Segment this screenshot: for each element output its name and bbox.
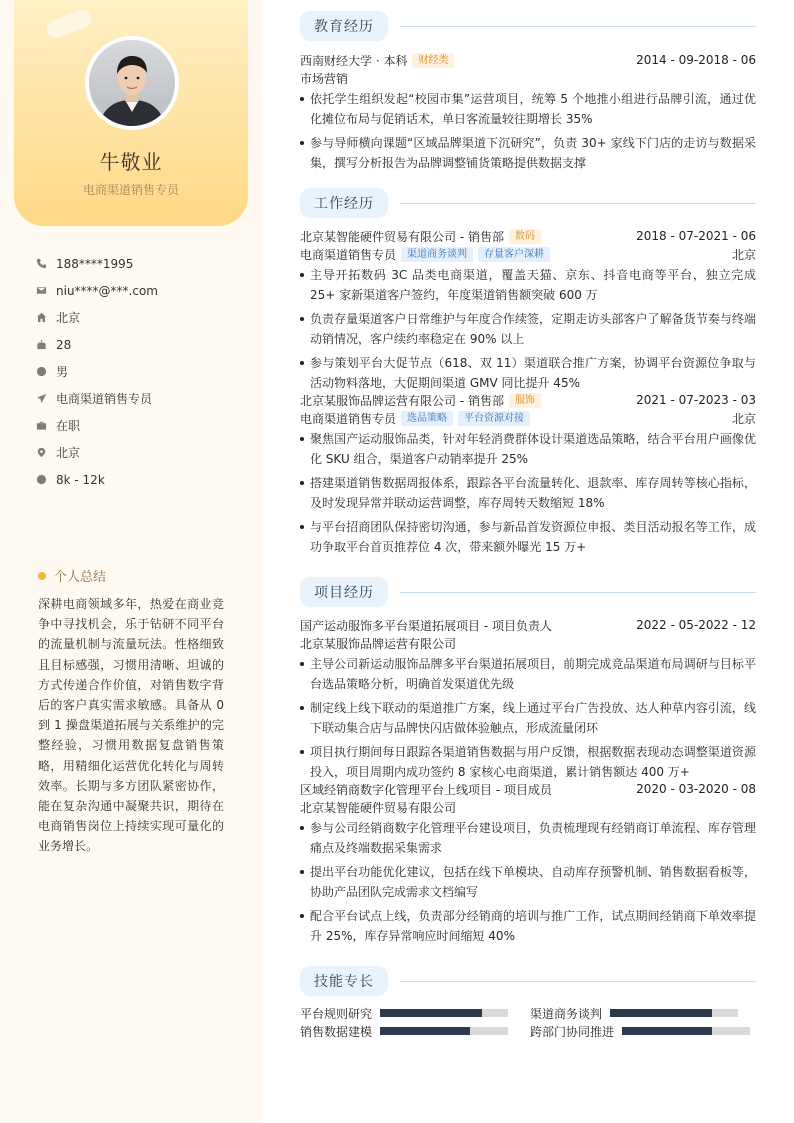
- decorative-pill: [44, 8, 93, 41]
- education-major-row: [300, 69, 756, 87]
- skill-bar-fill: [380, 1027, 470, 1035]
- projects-title: 项目经历: [300, 577, 388, 607]
- job-1-skill-tag: 存量客户深耕: [478, 247, 550, 262]
- send-icon: [36, 392, 56, 406]
- list-item: 搭建渠道销售数据周报体系，跟踪各平台流量转化、退款率、库存周转等核心指标，及时发现异常并联动运营调整，库存周转天数缩短 18%: [300, 473, 756, 513]
- info-email: [36, 277, 246, 304]
- skill-bar-fill: [610, 1009, 712, 1017]
- job-2-company: 北京某服饰品牌运营有限公司 - 销售部: [300, 393, 504, 408]
- skills-grid: [300, 1004, 756, 1040]
- job-1-industry-tag: 数码: [509, 229, 541, 244]
- info-status-text: 在职: [56, 419, 81, 433]
- avatar: [85, 36, 179, 130]
- info-target-position: [36, 385, 246, 412]
- list-item: 负责存量渠道客户日常维护与年度合作续签，定期走访头部客户了解备货节奏与终端动销情况，客户续约率稳定在 90% 以上: [300, 309, 756, 349]
- list-item: 项目执行期间每日跟踪各渠道销售数据与用户反馈，根据数据表现动态调整渠道资源投入，项目周期内成功签约 8 家核心电商渠道，累计销售额达 400 万+: [300, 742, 756, 782]
- info-email-text: niu****@***.com: [56, 283, 158, 298]
- skill-name: 销售数据建模: [300, 1024, 373, 1039]
- avatar-photo: [89, 40, 175, 126]
- section-divider: [400, 592, 756, 593]
- projects-section: [300, 577, 756, 950]
- info-target-city-text: 北京: [56, 446, 81, 460]
- list-item: 参与策划平台大促节点（618、双 11）渠道联合推广方案，协调平台资源位争取与活动物料落地，大促期间渠道 GMV 同比提升 45%: [300, 353, 756, 393]
- skill-bar-fill: [622, 1027, 712, 1035]
- list-item: 配合平台试点上线，负责部分经销商的培训与推广工作，试点期间经销商下单效率提升 25%，库存异常响应时间缩短 40%: [300, 906, 756, 946]
- job-2-bullets: [300, 429, 756, 557]
- job-2-period: 2021 - 07-2023 - 03: [636, 393, 756, 407]
- skill-item: [530, 1022, 756, 1040]
- sidebar: [0, 0, 262, 1123]
- info-age-text: 28: [56, 337, 72, 352]
- project-1-name: 国产运动服饰多平台渠道拓展项目 - 项目负责人: [300, 618, 552, 633]
- job-2-city: 北京: [731, 411, 756, 426]
- info-salary-text: 8k - 12k: [56, 472, 105, 487]
- work-title: 工作经历: [300, 188, 388, 218]
- skill-item: [530, 1004, 756, 1022]
- info-target-city: [36, 439, 246, 466]
- skill-name: 平台规则研究: [300, 1006, 373, 1021]
- project-2-company-row: [300, 798, 756, 816]
- education-tag: 财经类: [412, 53, 454, 68]
- work-section: [300, 188, 756, 561]
- project-2-company: 北京某智能硬件贸易有限公司: [300, 800, 457, 815]
- job-2-role: 电商渠道销售专员: [300, 411, 397, 426]
- list-item: 主导开拓数码 3C 品类电商渠道，覆盖天猫、京东、抖音电商等平台，独立完成 25+ 家新渠道客户签约，年度渠道销售额突破 600 万: [300, 265, 756, 305]
- project-1-company: 北京某服饰品牌运营有限公司: [300, 636, 457, 651]
- list-item: 制定线上线下联动的渠道推广方案，线上通过平台广告投放、达人种草内容引流，线下联动集合店与品牌快闪店做体验触点，形成流量闭环: [300, 698, 756, 738]
- job-1-role-row: [300, 245, 756, 263]
- skill-name: 跨部门协同推进: [530, 1024, 615, 1039]
- education-row: [300, 51, 756, 69]
- summary-heading: [38, 566, 106, 585]
- skill-name: 渠道商务谈判: [530, 1006, 603, 1021]
- job-1-city: 北京: [731, 247, 756, 262]
- education-period: 2014 - 09-2018 - 06: [636, 53, 756, 67]
- list-item: 依托学生组织发起“校园市集”运营项目，统筹 5 个地推小组进行品牌引流，通过优化摊位布局与促销话术，单日客流量较往期增长 35%: [300, 89, 756, 129]
- job-2-row: [300, 391, 756, 409]
- education-major: 市场营销: [300, 71, 349, 86]
- job-1-period: 2018 - 07-2021 - 06: [636, 229, 756, 243]
- skill-item: [300, 1022, 530, 1040]
- contact-info-list: [36, 250, 246, 493]
- info-target-position-text: 电商渠道销售专员: [56, 392, 153, 406]
- location-pin-icon: [36, 446, 56, 460]
- project-1-company-row: [300, 634, 756, 652]
- work-header: [300, 188, 756, 218]
- skills-section: [300, 966, 756, 1040]
- skill-bar-fill: [380, 1009, 482, 1017]
- summary-title: 个人总结: [54, 570, 107, 585]
- list-item: 与平台招商团队保持密切沟通，参与新品首发资源位申报、类目活动报名等工作，成功争取平台首页推荐位 4 次，带来额外曝光 15 万+: [300, 517, 756, 557]
- skill-item: [300, 1004, 530, 1022]
- section-divider: [400, 981, 756, 982]
- list-item: 参与导师横向课题“区域品牌渠道下沉研究”，负责 30+ 家线下门店的走访与数据采集，撰写分析报告为品牌调整铺货策略提供数据支撑: [300, 133, 756, 173]
- section-divider: [400, 26, 756, 27]
- skill-bar: [380, 1009, 508, 1017]
- cake-icon: [36, 338, 56, 352]
- list-item: 参与公司经销商数字化管理平台建设项目，负责梳理现有经销商订单流程、库存管理痛点及终端数据采集需求: [300, 818, 756, 858]
- project-2-name: 区域经销商数字化管理平台上线项目 - 项目成员: [300, 782, 552, 797]
- phone-icon: [36, 257, 56, 271]
- mail-icon: [36, 284, 56, 298]
- home-icon: [36, 311, 56, 325]
- education-title: 教育经历: [300, 11, 388, 41]
- summary-text: 深耕电商领域多年，热爱在商业竞争中寻找机会，乐于钻研不同平台的流量机制与流量玩法。性格细致且目标感强，习惯用清晰、坦诚的方式传递合作价值，对销售数字背后的客户真实需求敏感。具备从 0 到 1 操盘渠道拓展与关系维护的完整经验，习惯用数据复盘销售策略，用精细化运营优化转化与周转效率。长期与多方团队紧密协作，能在复杂沟通中凝聚共识，期待在电商销售岗位上持续实现可量化的业务增长。: [38, 597, 224, 854]
- list-item: 提出平台功能优化建议，包括在线下单模块、自动库存预警机制、销售数据看板等，协助产品团队完成需求文档编写: [300, 862, 756, 902]
- education-school: 西南财经大学 · 本科: [300, 53, 408, 68]
- candidate-headline: 电商渠道销售专员: [82, 183, 179, 197]
- skill-bar: [622, 1027, 750, 1035]
- project-2-bullets: [300, 818, 756, 946]
- skill-bar: [380, 1027, 508, 1035]
- project-1-row: [300, 616, 756, 634]
- skills-header: [300, 966, 756, 996]
- job-2-role-row: [300, 409, 756, 427]
- section-divider: [400, 203, 756, 204]
- skill-bar: [610, 1009, 738, 1017]
- info-salary: [36, 466, 246, 493]
- info-gender-text: 男: [56, 365, 69, 379]
- project-2-row: [300, 780, 756, 798]
- salary-icon: [36, 473, 56, 487]
- list-item: 聚焦国产运动服饰品类，针对年轻消费群体设计渠道选品策略，结合平台用户画像优化 SKU 组合，渠道客户动销率提升 25%: [300, 429, 756, 469]
- job-2-skill-tag: 平台资源对接: [458, 411, 530, 426]
- job-2-skill-tag: 选品策略: [401, 411, 453, 426]
- info-status: [36, 412, 246, 439]
- info-gender: [36, 358, 246, 385]
- info-phone-text: 188****1995: [56, 256, 134, 271]
- job-2-industry-tag: 服饰: [509, 393, 541, 408]
- info-phone: [36, 250, 246, 277]
- info-age: [36, 331, 246, 358]
- briefcase-icon: [36, 419, 56, 433]
- job-1-role: 电商渠道销售专员: [300, 247, 397, 262]
- info-home-text: 北京: [56, 311, 81, 325]
- skills-title: 技能专长: [300, 966, 388, 996]
- education-bullets: [300, 89, 756, 173]
- info-home: [36, 304, 246, 331]
- education-section: [300, 11, 756, 177]
- project-1-period: 2022 - 05-2022 - 12: [636, 618, 756, 632]
- candidate-name: 牛敬业: [99, 150, 163, 174]
- job-1-company: 北京某智能硬件贸易有限公司 - 销售部: [300, 229, 504, 244]
- project-2-period: 2020 - 03-2020 - 08: [636, 782, 756, 796]
- job-1-bullets: [300, 265, 756, 393]
- list-item: 主导公司新运动服饰品牌多平台渠道拓展项目，前期完成竞品渠道布局调研与目标平台选品策略分析，明确首发渠道优先级: [300, 654, 756, 694]
- education-header: [300, 11, 756, 41]
- job-1-row: [300, 227, 756, 245]
- job-1-skill-tag: 渠道商务谈判: [401, 247, 473, 262]
- project-1-bullets: [300, 654, 756, 782]
- summary-dot-icon: [38, 572, 46, 580]
- projects-header: [300, 577, 756, 607]
- gender-icon: [36, 365, 56, 379]
